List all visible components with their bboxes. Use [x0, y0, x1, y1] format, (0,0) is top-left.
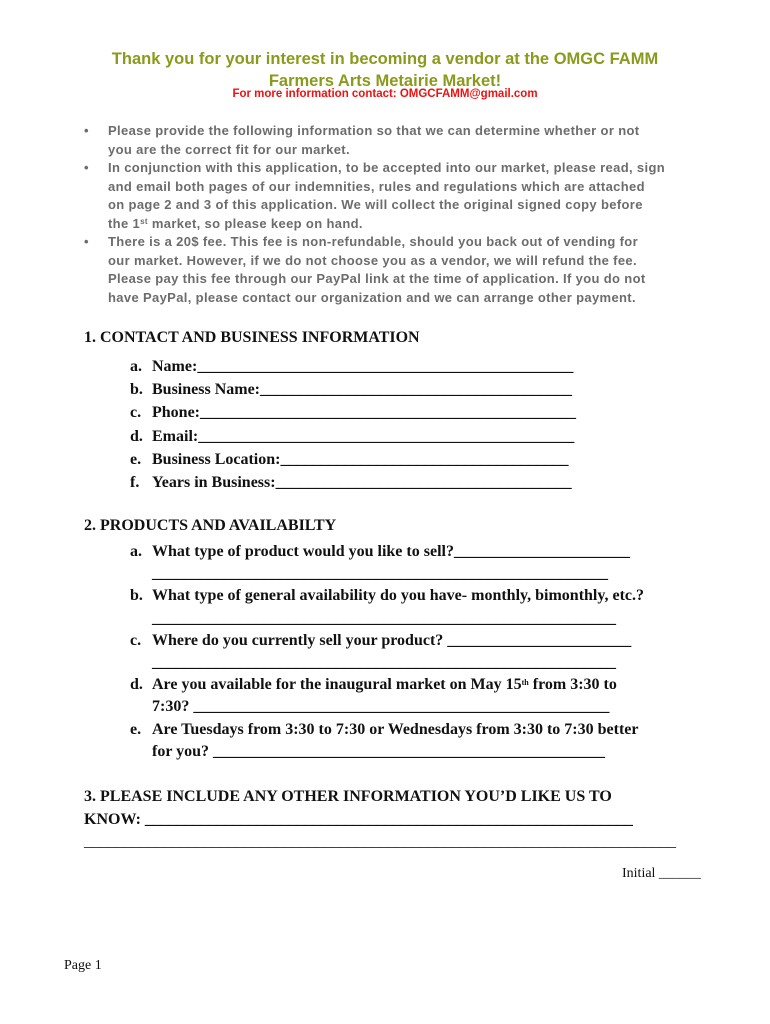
section-2-heading: 2. PRODUCTS AND AVAILABILTY [84, 517, 337, 534]
instruction-line: In conjunction with this application, to be accepted into our market, please read, sign [108, 160, 666, 175]
item-letter: f. [130, 474, 140, 492]
answer-line[interactable]: __________________________________________________________________________ [84, 833, 676, 850]
item-letter: a. [130, 358, 142, 375]
initial-field[interactable]: Initial ______ [622, 866, 701, 881]
field-label: Phone:_______________________________________________ [152, 404, 576, 422]
title-line-1: Thank you for your interest in becoming a vendor at the OMGC FAMM [111, 50, 659, 68]
phone-field[interactable] [130, 401, 576, 424]
item-letter: b. [130, 587, 143, 605]
field-label: from 3:30 to [528, 676, 617, 694]
instruction-line: you are the correct fit for our market. [108, 141, 350, 157]
bullet-icon: • [84, 160, 89, 175]
section-3-heading [84, 786, 676, 854]
other-info-field[interactable]: KNOW: _____________________________________________________________ [84, 810, 633, 828]
contact-fields-list [130, 355, 576, 494]
answer-line[interactable]: __________________________________________________________ [152, 609, 616, 627]
business-location-field[interactable] [130, 448, 576, 471]
answer-line[interactable]: for you? _________________________________________________ [152, 742, 606, 760]
field-label: Where do you currently sell your product? _______________________ [152, 631, 632, 649]
item-letter: a. [130, 543, 142, 560]
field-label: Business Location:____________________________________ [152, 450, 569, 468]
email-field[interactable] [130, 425, 576, 448]
section-1-heading: 1. CONTACT AND BUSINESS INFORMATION [84, 329, 420, 346]
field-label: Years in Business:_____________________________________ [152, 474, 572, 492]
instruction-item [84, 233, 714, 307]
section-3-title: 3. PLEASE INCLUDE ANY OTHER INFORMATION YOU’D LIKE US TO [84, 788, 612, 805]
day-preference-field[interactable] [130, 719, 644, 741]
field-label: Name:_______________________________________________ [152, 358, 574, 375]
instruction-item [84, 159, 714, 233]
superscript: th [521, 678, 529, 688]
instruction-text: market, so please keep on hand. [147, 215, 363, 231]
page-title [0, 48, 770, 92]
instruction-line [108, 215, 714, 234]
item-letter: d. [130, 427, 143, 445]
item-letter: e. [130, 450, 142, 468]
contact-info: For more information contact: OMGCFAMM@gmail.com [232, 88, 538, 100]
field-label: Email:_______________________________________________ [152, 427, 575, 445]
answer-line[interactable]: _________________________________________________________ [152, 565, 608, 583]
instruction-item [84, 122, 714, 159]
bullet-icon: • [84, 123, 89, 138]
superscript: st [140, 216, 148, 226]
field-label: What type of general availability do you have- monthly, bimonthly, etc.? [152, 587, 645, 605]
instruction-line: There is a 20$ fee. This fee is non-refundable, should you back out of vending for [108, 234, 639, 249]
item-letter: e. [130, 720, 142, 738]
instruction-line: on page 2 and 3 of this application. We will collect the original signed copy before [108, 197, 643, 212]
business-name-field[interactable] [130, 378, 576, 401]
instruction-line: Please provide the following information so that we can determine whether or not [108, 123, 640, 138]
instruction-line: our market. However, if we do not choose you as a vendor, we will refund the fee. [108, 252, 637, 268]
answer-line[interactable]: 7:30? ____________________________________________________ [152, 698, 610, 716]
item-letter: c. [130, 631, 142, 649]
title-line-2: Farmers Arts Metairie Market! [268, 72, 502, 90]
page-number: Page 1 [64, 958, 102, 973]
name-field[interactable] [130, 355, 576, 378]
instructions-list [84, 122, 714, 307]
field-label: Business Name:_______________________________________ [152, 381, 573, 399]
answer-line[interactable]: __________________________________________________________ [152, 654, 616, 672]
field-label: What type of product would you like to sell?______________________ [152, 543, 630, 560]
bullet-icon: • [84, 234, 89, 249]
product-type-field[interactable] [130, 541, 644, 563]
item-letter: b. [130, 381, 143, 399]
availability-field[interactable] [130, 585, 644, 607]
years-in-business-field[interactable] [130, 471, 576, 494]
item-letter: c. [130, 404, 142, 422]
item-letter: d. [130, 676, 143, 694]
instruction-line: Please pay this fee through our PayPal link at the time of application. If you do not [108, 271, 646, 286]
instruction-line: have PayPal, please contact our organization and we can arrange other payment. [108, 289, 636, 305]
current-sales-field[interactable] [130, 630, 644, 652]
field-label: Are you available for the inaugural market on May 15 [152, 676, 522, 694]
products-fields-list [130, 541, 644, 763]
field-label: Are Tuesdays from 3:30 to 7:30 or Wednesdays from 3:30 to 7:30 better [152, 720, 639, 738]
inaugural-availability-field[interactable] [130, 674, 644, 696]
instruction-line: and email both pages of our indemnities, rules and regulations which are attached [108, 178, 645, 194]
instruction-text: the 1 [108, 215, 141, 231]
